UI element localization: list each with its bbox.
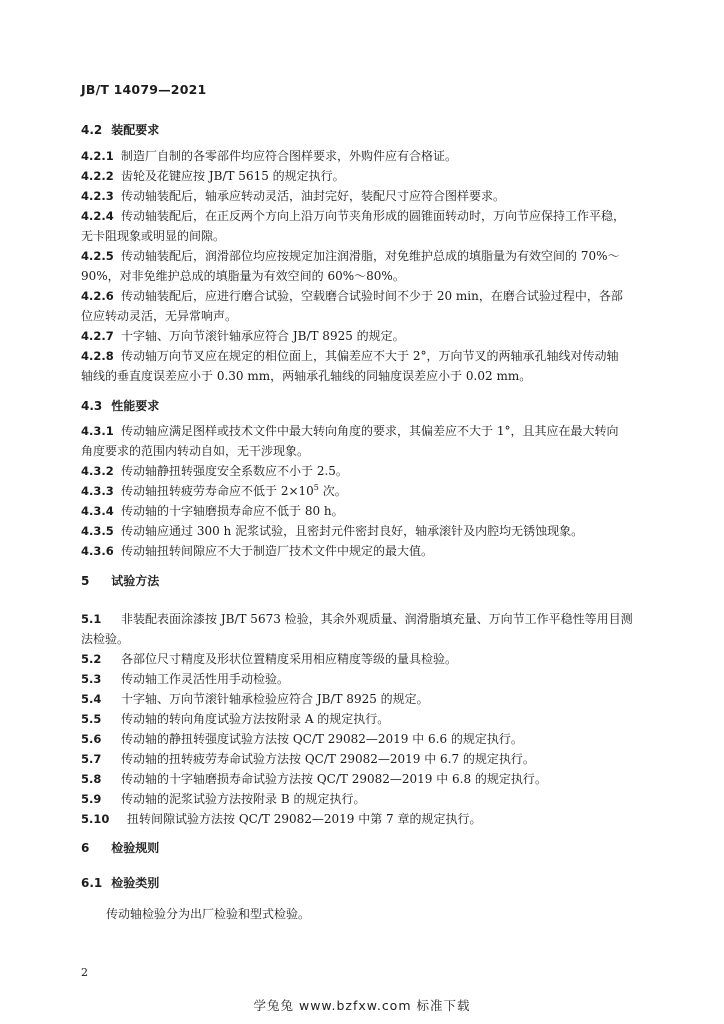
section-number: 6.1 [81,876,103,890]
clause-text: 传动轴应通过 300 h 泥浆试验，且密封元件密封良好，轴承滚针及内腔均无锈蚀现象。 [121,524,584,538]
section-title: 性能要求 [111,399,160,413]
clause-text: 传动轴扭转疲劳寿命应不低于 2×10 [121,484,314,498]
section-heading-4-3 [81,397,159,414]
clause-number: 5.3 [81,672,102,686]
clause-number: 5.1 [81,612,102,626]
clause-number: 5.6 [81,732,102,746]
clause-text: 传动轴万向节叉应在规定的相位面上，其偏差应不大于 2°，万向节叉的两轴承孔轴线对传动轴 [121,349,619,363]
clause-number: 5.7 [81,752,102,766]
clause-5-8 [81,769,653,789]
clause-text: 传动轴的泥浆试验方法按附录 B 的规定执行。 [121,792,366,806]
clause-number: 4.3.4 [81,504,114,518]
clause-text: 齿轮及花键应按 JB/T 5615 的规定执行。 [121,169,345,183]
clause-number: 4.3.6 [81,544,114,558]
clause-text: 传动轴的转向角度试验方法按附录 A 的规定执行。 [121,712,390,726]
clause-4-3-1 [81,421,653,461]
clause-number: 4.2.5 [81,249,114,263]
clause-text-continued: 90%，对非免维护总成的填脂量为有效空间的 60%～80%。 [81,269,405,283]
clause-number: 4.2.2 [81,169,114,183]
clause-number: 5.9 [81,792,102,806]
clause-text: 制造厂自制的各零部件均应符合图样要求，外购件应有合格证。 [121,149,458,163]
clause-4-2-3 [81,186,653,206]
clause-text: 传动轴装配后，在正反两个方向上沿万向节夹角形成的圆锥面转动时，万向节应保持工作平稳， [121,209,626,223]
section-heading-5 [81,572,159,589]
clause-4-3-5 [81,521,653,541]
clause-4-2-1 [81,146,653,166]
clause-number: 4.3.3 [81,484,114,498]
clause-5-2 [81,649,653,669]
clause-text-continued: 无卡阻现象或明显的间隙。 [81,229,226,243]
clause-text: 传动轴静扭转强度安全系数应不小于 2.5。 [121,464,348,478]
clause-text-continued: 法检验。 [81,632,130,646]
clause-text: 十字轴、万向节滚针轴承检验应符合 JB/T 8925 的规定。 [121,692,429,706]
clause-5-5 [81,709,653,729]
clause-5-1 [81,609,653,649]
section-title: 试验方法 [111,574,160,588]
section-title: 检验类别 [111,876,160,890]
clause-number: 4.2.6 [81,289,114,303]
clause-number: 4.2.1 [81,149,114,163]
clause-text: 传动轴的扭转疲劳寿命试验方法按 QC/T 29082—2019 中 6.7 的规定执行。 [121,752,535,766]
clause-5-6 [81,729,653,749]
clause-text: 传动轴的静扭转强度试验方法按 QC/T 29082—2019 中 6.6 的规定执行。 [121,732,523,746]
clause-number: 4.2.7 [81,329,114,343]
clause-4-3-3 [81,481,653,501]
clause-5-3 [81,669,653,689]
clause-text: 传动轴的十字轴磨损寿命试验方法按 QC/T 29082—2019 中 6.8 的规定执行。 [121,772,547,786]
section-heading-4-2 [81,121,159,138]
clause-text: 传动轴装配后，润滑部位均应按规定加注润滑脂，对免维护总成的填脂量为有效空间的 70%～ [121,249,620,263]
clause-number: 5.5 [81,712,102,726]
page-number: 2 [81,966,88,979]
clause-4-3-2 [81,461,653,481]
section-number: 6 [81,841,90,855]
clause-number: 5.8 [81,772,102,786]
clause-text-continued: 位应转动灵活，无异常响声。 [81,309,238,323]
clause-4-3-6 [81,541,653,561]
clause-text: 非装配表面涂漆按 JB/T 5673 检验，其余外观质量、润滑脂填充量、万向节工作平稳性等用目测 [121,612,633,626]
clause-4-2-4 [81,206,653,246]
clause-number: 4.2.4 [81,209,114,223]
clause-5-4 [81,689,653,709]
clause-5-9 [81,789,653,809]
clause-5-7 [81,749,653,769]
clause-5-10 [81,809,653,829]
clause-text-continued: 角度要求的范围内转动自如，无干涉现象。 [81,444,310,458]
section-number: 4.3 [81,399,103,413]
clause-text-end: 次。 [318,484,347,498]
standard-number: JB/T 14079—2021 [81,82,207,97]
clause-text-continued: 轴线的垂直度误差应小于 0.30 mm，两轴承孔轴线的同轴度误差应小于 0.02 mm。 [81,369,532,383]
clause-4-2-7 [81,326,653,346]
clause-text: 扭转间隙试验方法按 QC/T 29082—2019 中第 7 章的规定执行。 [127,812,482,826]
clause-text: 传动轴的十字轴磨损寿命应不低于 80 h。 [121,504,344,518]
section-6-1-text: 传动轴检验分为出厂检验和型式检验。 [106,907,311,921]
clause-text: 传动轴应满足图样或技术文件中最大转向角度的要求，其偏差应不大于 1°，且其应在最大转向 [121,424,619,438]
clause-text: 传动轴扭转间隙应不大于制造厂技术文件中规定的最大值。 [121,544,434,558]
section-heading-6 [81,839,159,856]
clause-4-2-5 [81,246,653,286]
clause-number: 4.3.2 [81,464,114,478]
clause-number: 5.10 [81,812,110,826]
clause-text: 传动轴工作灵活性用手动检验。 [121,672,290,686]
section-title: 装配要求 [111,123,160,137]
section-title: 检验规则 [111,841,160,855]
section-heading-6-1 [81,874,159,891]
clause-number: 4.2.8 [81,349,114,363]
clause-4-2-6 [81,286,653,326]
clause-number: 4.2.3 [81,189,114,203]
clause-text: 传动轴装配后，轴承应转动灵活，油封完好，装配尺寸应符合图样要求。 [121,189,506,203]
clause-text: 十字轴、万向节滚针轴承应符合 JB/T 8925 的规定。 [121,329,405,343]
clause-number: 4.3.5 [81,524,114,538]
clause-4-2-8 [81,346,653,386]
clause-4-3-4 [81,501,653,521]
footer-watermark: 学兔兔 www.bzfxw.com 标准下载 [253,998,471,1013]
clause-number: 5.2 [81,652,102,666]
section-number: 5 [81,574,90,588]
clause-text: 各部位尺寸精度及形状位置精度采用相应精度等级的量具检验。 [121,652,458,666]
clause-4-2-2 [81,166,653,186]
section-number: 4.2 [81,123,103,137]
clause-number: 4.3.1 [81,424,114,438]
exponent: 5 [313,483,319,492]
clause-text: 传动轴装配后，应进行磨合试验，空载磨合试验时间不少于 20 min，在磨合试验过程中，各部 [121,289,623,303]
clause-number: 5.4 [81,692,102,706]
